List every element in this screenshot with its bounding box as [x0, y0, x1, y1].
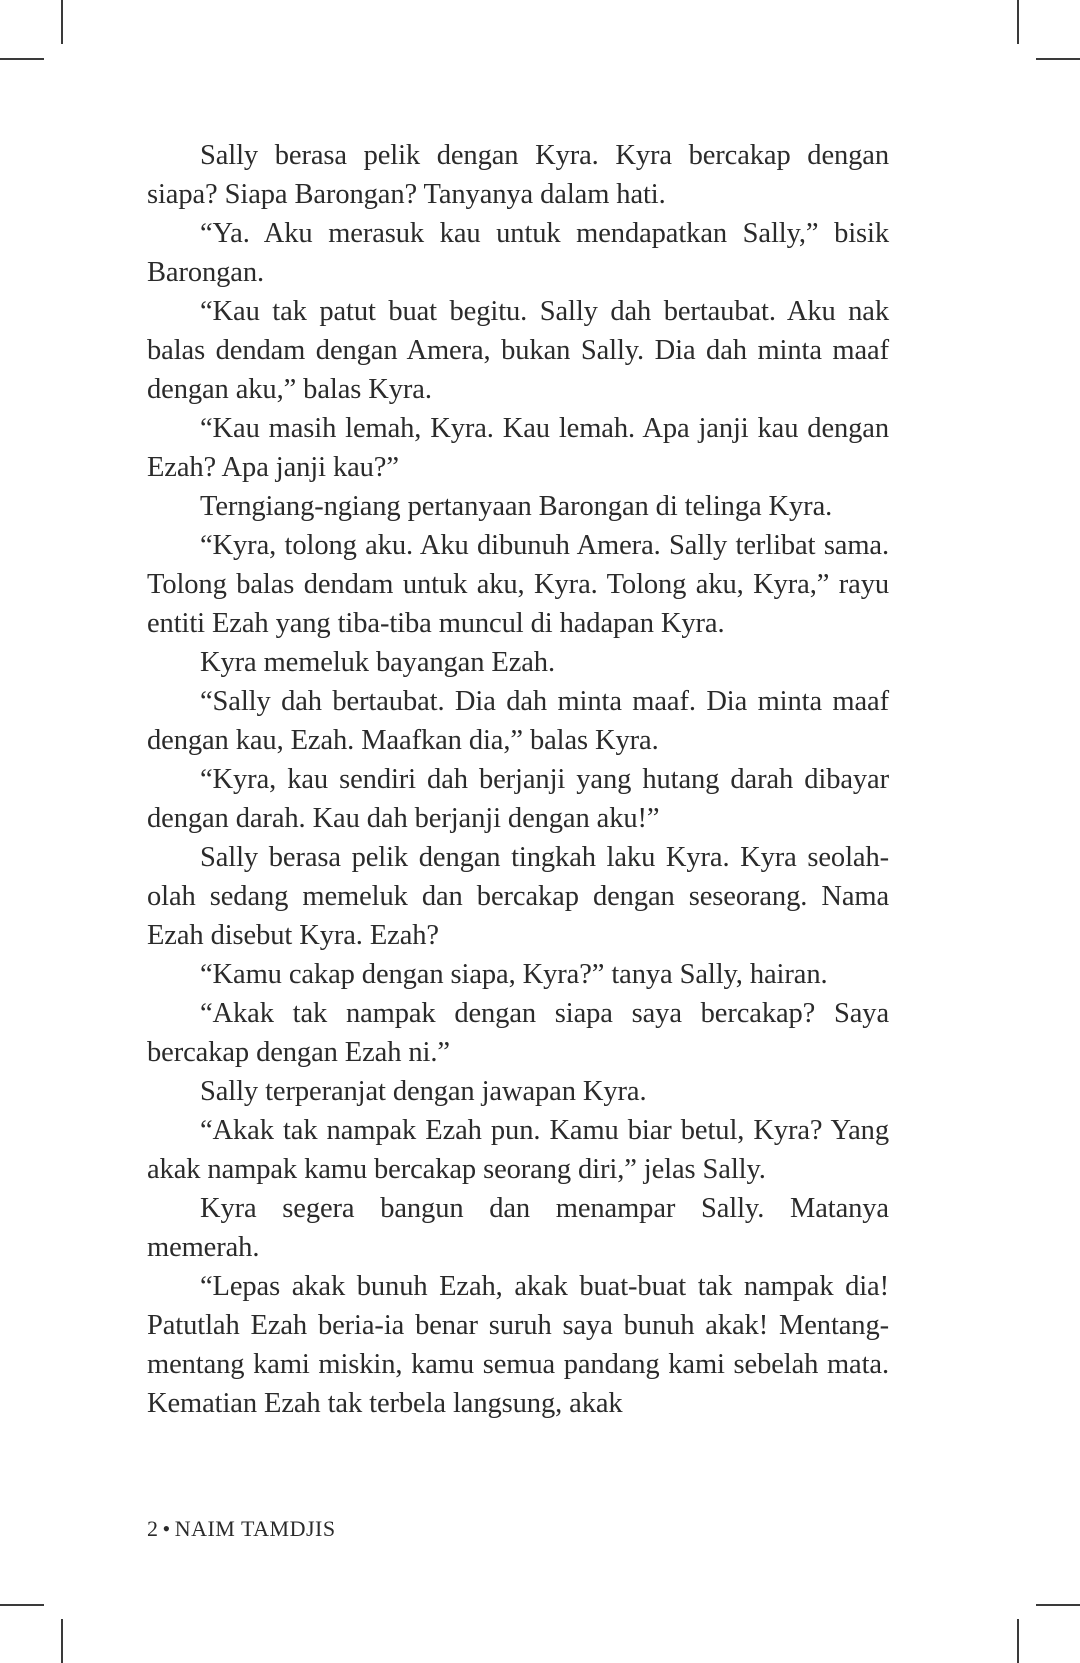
crop-mark-bottom-left-vertical — [61, 1619, 63, 1663]
paragraph: Sally berasa pelik dengan tingkah laku Kyra. Kyra seolah-olah sedang memeluk dan bercakap dengan seseorang. Nama Ezah disebut Kyra. Ezah? — [147, 842, 889, 951]
footer-separator: • — [162, 1516, 171, 1541]
paragraph: Sally berasa pelik dengan Kyra. Kyra bercakap dengan siapa? Siapa Barongan? Tanyanya dalam hati. — [147, 140, 889, 210]
paragraph: Kyra memeluk bayangan Ezah. — [200, 647, 555, 678]
paragraph: “Akak tak nampak Ezah pun. Kamu biar betul, Kyra? Yang akak nampak kamu bercakap seorang diri,” jelas Sally. — [147, 1115, 889, 1185]
paragraph: “Ya. Aku merasuk kau untuk mendapatkan Sally,” bisik Barongan. — [147, 218, 889, 288]
page-footer — [147, 1516, 336, 1542]
crop-mark-bottom-right-vertical — [1017, 1619, 1019, 1663]
crop-mark-top-right-horizontal — [1036, 58, 1080, 60]
paragraph: “Lepas akak bunuh Ezah, akak buat-buat tak nampak dia! Patutlah Ezah beria-ia benar suruh saya bunuh akak! Mentang-mentang kami miskin, kamu semua pandang kami sebelah mata. Kematian Ezah tak terbela langsung, akak — [147, 1271, 889, 1419]
paragraph: “Sally dah bertaubat. Dia dah minta maaf. Dia minta maaf dengan kau, Ezah. Maafkan dia,” balas Kyra. — [147, 686, 889, 756]
paragraph: Sally terperanjat dengan jawapan Kyra. — [200, 1076, 647, 1107]
author-name: NAIM TAMDJIS — [174, 1516, 336, 1541]
page-body-text — [147, 136, 889, 1423]
paragraph: “Kyra, kau sendiri dah berjanji yang hutang darah dibayar dengan darah. Kau dah berjanji dengan aku!” — [147, 764, 889, 834]
paragraph: Terngiang-ngiang pertanyaan Barongan di telinga Kyra. — [200, 491, 833, 522]
paragraph: Kyra segera bangun dan menampar Sally. Matanya memerah. — [147, 1193, 889, 1263]
crop-mark-top-left-horizontal — [0, 58, 44, 60]
paragraph: “Kau masih lemah, Kyra. Kau lemah. Apa janji kau dengan Ezah? Apa janji kau?” — [147, 413, 889, 483]
paragraph: “Kamu cakap dengan siapa, Kyra?” tanya Sally, hairan. — [200, 959, 828, 990]
page-number: 2 — [147, 1516, 159, 1541]
crop-mark-bottom-right-horizontal — [1036, 1604, 1080, 1606]
crop-mark-top-right-vertical — [1017, 0, 1019, 44]
paragraph: “Akak tak nampak dengan siapa saya bercakap? Saya bercakap dengan Ezah ni.” — [147, 998, 889, 1068]
paragraph: “Kau tak patut buat begitu. Sally dah bertaubat. Aku nak balas dendam dengan Amera, bukan Sally. Dia dah minta maaf dengan aku,” balas Kyra. — [147, 296, 889, 405]
paragraph: “Kyra, tolong aku. Aku dibunuh Amera. Sally terlibat sama. Tolong balas dendam untuk aku, Kyra. Tolong aku, Kyra,” rayu entiti Ezah yang tiba-tiba muncul di hadapan Kyra. — [147, 530, 889, 639]
crop-mark-bottom-left-horizontal — [0, 1604, 44, 1606]
crop-mark-top-left-vertical — [61, 0, 63, 44]
